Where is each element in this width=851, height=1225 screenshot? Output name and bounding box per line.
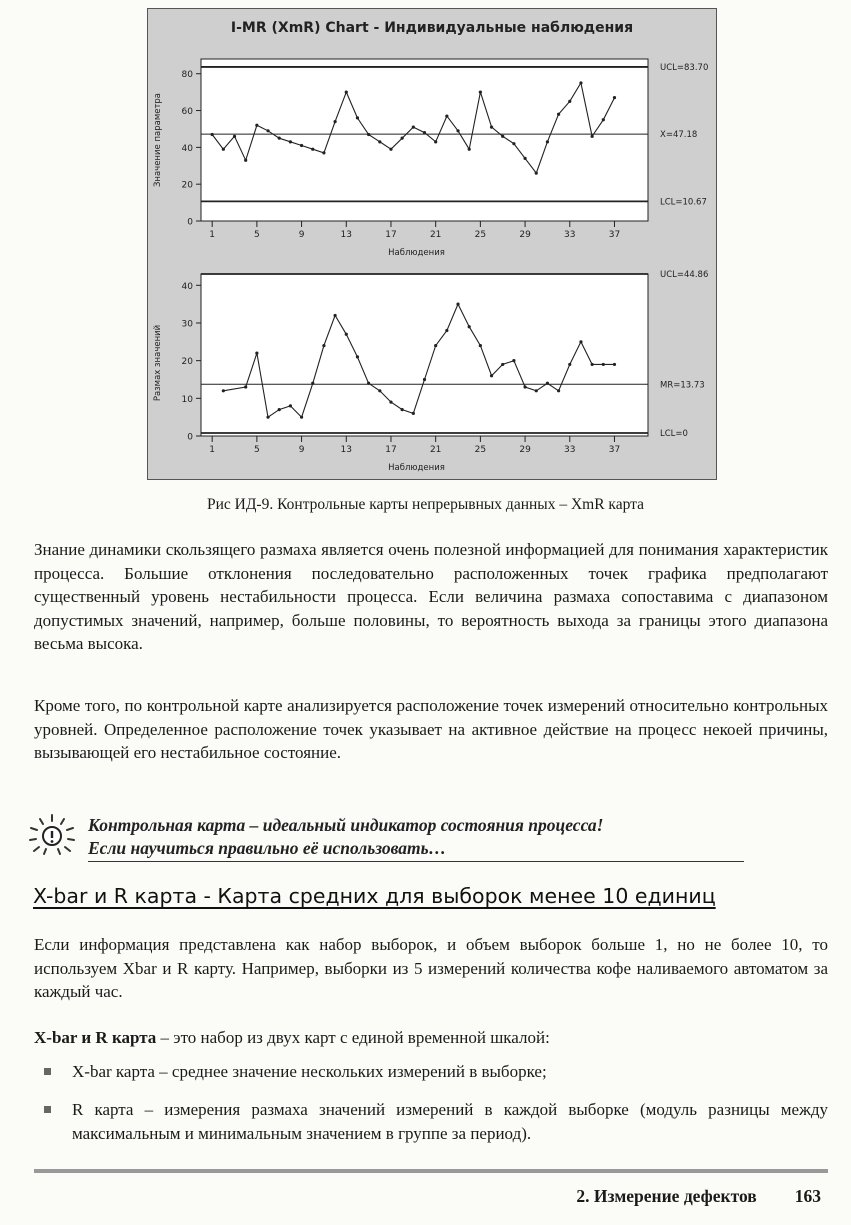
data-point: [602, 363, 605, 366]
y-tick-label: 10: [181, 394, 193, 405]
data-point: [389, 400, 392, 403]
x-tick-label: 33: [564, 445, 576, 455]
plot-area: [201, 274, 648, 436]
data-point: [412, 126, 415, 129]
lightbulb-icon: [26, 812, 78, 860]
data-point: [523, 385, 526, 388]
x-tick-label: 13: [340, 445, 353, 455]
x-axis-title: Наблюдения: [388, 463, 445, 473]
paragraph-range-dynamics: Знание динамики скользящего размаха является очень полезной информацией для понимания характеристик процесса. Большие отклонения последовательно расположенных точек графика предполагают существенный уровень нестабильности процесса. Если величина размаха сопоставима с диапазоном допустимых значений, например, больше половины, то вероятность выхода за границы этого диапазона весьма высока.: [34, 540, 828, 653]
x-tick-label: 29: [519, 445, 531, 455]
data-point: [300, 144, 303, 147]
bullet-square-icon: [44, 1068, 51, 1075]
xbar-term: X-bar и R карта: [34, 1028, 157, 1047]
data-point: [423, 131, 426, 134]
list-item: [34, 1098, 828, 1146]
reference-line-label: LCL=0: [660, 429, 688, 439]
x-tick-label: 9: [298, 445, 305, 455]
data-point: [378, 140, 381, 143]
data-point: [233, 135, 236, 138]
data-point: [445, 114, 448, 117]
data-point: [289, 404, 292, 407]
tip-text: [88, 814, 603, 860]
y-tick-label: 80: [181, 70, 193, 81]
y-axis-title: Размах значений: [153, 324, 163, 402]
x-tick-label: 37: [608, 230, 621, 240]
footer-rule: [34, 1169, 828, 1173]
y-tick-label: 20: [181, 180, 193, 191]
data-point: [591, 135, 594, 138]
data-point: [356, 355, 359, 358]
data-point: [501, 363, 504, 366]
data-point: [345, 91, 348, 94]
reference-line-label: UCL=44.86: [660, 270, 709, 280]
data-point: [423, 378, 426, 381]
figure-caption: Рис ИД-9. Контрольные карты непрерывных данных – XmR карта: [207, 496, 644, 513]
data-point: [579, 340, 582, 343]
y-tick-label: 40: [181, 281, 193, 292]
data-point: [613, 363, 616, 366]
reference-line-label: X=47.18: [660, 130, 698, 141]
data-point: [456, 303, 459, 306]
footer-section: 2. Измерение дефектов: [576, 1186, 757, 1206]
data-point: [412, 412, 415, 415]
x-tick-label: 25: [474, 230, 487, 240]
x-tick-label: 29: [519, 230, 531, 240]
data-point: [334, 314, 337, 317]
data-point: [300, 416, 303, 419]
list-item-text: X-bar карта – среднее значение нескольких измерений в выборке;: [72, 1062, 547, 1081]
data-point: [468, 148, 471, 151]
data-point: [546, 382, 549, 385]
data-point: [389, 148, 392, 151]
data-point: [211, 133, 214, 136]
bullet-list: [34, 1060, 828, 1146]
data-point: [244, 385, 247, 388]
data-point: [479, 344, 482, 347]
x-tick-label: 9: [298, 230, 305, 240]
x-tick-label: 17: [385, 445, 397, 455]
data-point: [345, 333, 348, 336]
data-point: [591, 363, 594, 366]
data-point: [322, 151, 325, 154]
tip-underline: [88, 861, 744, 862]
data-point: [322, 344, 325, 347]
data-point: [401, 408, 404, 411]
reference-line-label: MR=13.73: [660, 380, 705, 391]
x-tick-label: 1: [209, 230, 216, 240]
x-tick-label: 37: [608, 445, 621, 455]
data-point: [468, 325, 471, 328]
data-point: [434, 140, 437, 143]
y-tick-label: 30: [181, 319, 193, 330]
data-point: [546, 140, 549, 143]
x-axis-title: Наблюдения: [388, 248, 445, 258]
data-point: [501, 135, 504, 138]
data-point: [434, 344, 437, 347]
data-point: [613, 96, 616, 99]
data-point: [557, 113, 560, 116]
data-point: [557, 389, 560, 392]
data-point: [222, 148, 225, 151]
reference-line-label: UCL=83.70: [660, 62, 709, 73]
tip-line-1: Контрольная карта – идеальный индикатор состояния процесса!: [88, 815, 604, 835]
data-point: [334, 120, 337, 123]
data-point: [535, 172, 538, 175]
data-point: [512, 359, 515, 362]
data-point: [278, 137, 281, 140]
x-tick-label: 25: [474, 445, 487, 455]
x-tick-label: 5: [254, 230, 260, 240]
xmr-charts: [148, 9, 716, 479]
data-point: [401, 137, 404, 140]
data-point: [311, 382, 314, 385]
data-point: [311, 148, 314, 151]
data-point: [266, 416, 269, 419]
x-tick-label: 17: [385, 230, 397, 240]
paragraph-xbar-intro: Если информация представлена как набор выборок, и объем выборок больше 1, но не более 10, то используем Xbar и R карту. Например, выборки из 5 измерений количества кофе наливаемого автоматом за каждый час.: [34, 935, 828, 1001]
data-point: [490, 126, 493, 129]
bullet-square-icon: [44, 1106, 51, 1113]
data-point: [244, 159, 247, 162]
data-point: [479, 91, 482, 94]
data-point: [512, 142, 515, 145]
figure-title: I-MR (XmR) Chart - Индивидуальные наблюдения: [230, 20, 634, 36]
data-point: [445, 329, 448, 332]
data-point: [568, 363, 571, 366]
data-point: [568, 100, 571, 103]
data-point: [523, 157, 526, 160]
x-tick-label: 21: [429, 230, 442, 240]
data-point: [289, 140, 292, 143]
data-point: [535, 389, 538, 392]
x-tick-label: 33: [564, 230, 576, 240]
y-axis-title: Значение параметра: [153, 92, 163, 188]
reference-line-label: LCL=10.67: [660, 197, 707, 208]
paragraph-control-levels: Кроме того, по контрольной карте анализируется расположение точек измерений относительно контрольных уровней. Определенное расположение точек указывает на активное действие на процесс некоей причины, вызывающей его нестабильное состояние.: [34, 696, 828, 762]
data-point: [456, 129, 459, 132]
y-tick-label: 0: [187, 217, 193, 228]
tip-line-2: Если научиться правильно её использовать…: [88, 838, 447, 858]
data-point: [222, 389, 225, 392]
paragraph-xbar-definition: [34, 1026, 828, 1050]
data-point: [278, 408, 281, 411]
y-tick-label: 60: [181, 107, 193, 118]
data-point: [579, 81, 582, 84]
data-point: [367, 382, 370, 385]
list-item-text: R карта – измерения размаха значений измерений в каждой выборке (модуль разницы между максимальным и минимальным значением в группе за период).: [72, 1100, 828, 1143]
x-tick-label: 1: [209, 445, 216, 455]
x-tick-label: 13: [340, 230, 353, 240]
list-item: [34, 1060, 828, 1084]
data-point: [266, 129, 269, 132]
control-chart-figure: [147, 8, 717, 480]
data-point: [255, 352, 258, 355]
section-heading: X-bar и R карта - Карта средних для выборок менее 10 единиц: [33, 884, 716, 908]
data-point: [356, 116, 359, 119]
page-number: 163: [794, 1186, 821, 1206]
page-footer: [576, 1186, 821, 1207]
y-tick-label: 0: [187, 432, 193, 443]
data-point: [602, 118, 605, 121]
y-tick-label: 40: [181, 143, 193, 154]
x-tick-label: 21: [429, 445, 442, 455]
x-tick-label: 5: [254, 445, 260, 455]
data-point: [255, 124, 258, 127]
xbar-definition-rest: – это набор из двух карт с единой временной шкалой:: [156, 1028, 550, 1047]
data-point: [367, 133, 370, 136]
y-tick-label: 20: [181, 357, 193, 368]
data-point: [490, 374, 493, 377]
data-point: [378, 389, 381, 392]
